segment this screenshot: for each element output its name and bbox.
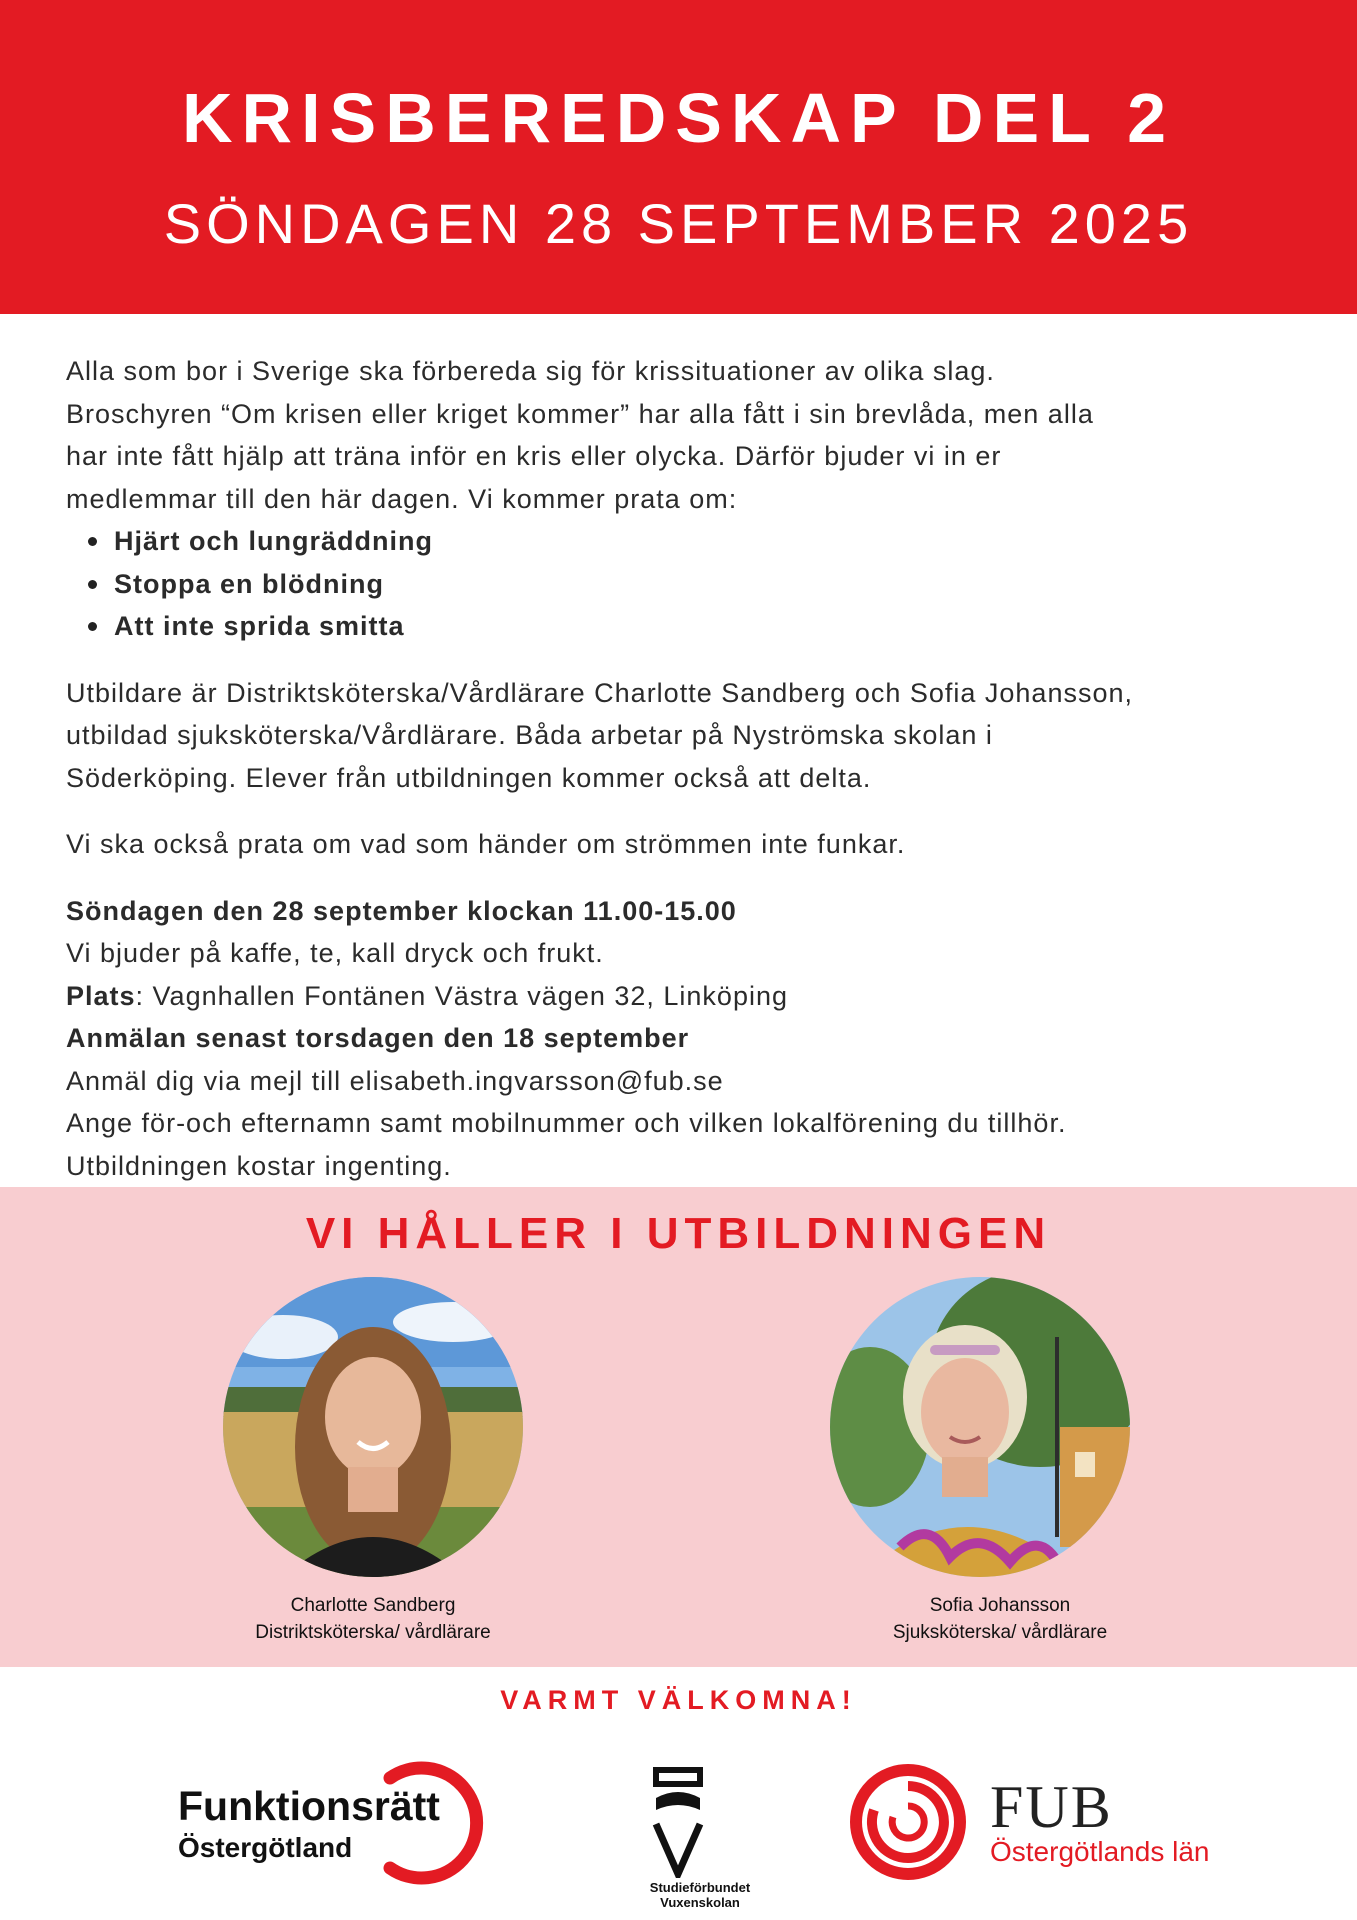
trainer-name: Charlotte Sandberg bbox=[290, 1595, 456, 1616]
educators-line: Utbildare är Distriktsköterska/Vårdlärare Charlotte Sandberg och Sofia Johansson, bbox=[66, 677, 1133, 708]
fub-logo-region: Östergötlands län bbox=[990, 1836, 1210, 1867]
fub-logo-name: FUB bbox=[990, 1774, 1113, 1840]
intro-line: Alla som bor i Sverige ska förbereda sig för krissituationer av olika slag. bbox=[66, 356, 995, 386]
educators-line: Söderköping. Elever från utbildningen kommer också att delta. bbox=[66, 762, 872, 793]
funktionsratt-logo-name: Funktionsrätt bbox=[178, 1783, 440, 1829]
trainer-caption-sofia bbox=[790, 1592, 1210, 1646]
page-subtitle: SÖNDAGEN 28 SEPTEMBER 2025 bbox=[163, 192, 1194, 255]
signup-email[interactable]: Anmäl dig via mejl till elisabeth.ingvarsson@fub.se bbox=[66, 1065, 724, 1096]
funktionsratt-logo-region: Östergötland bbox=[178, 1832, 353, 1863]
educators-line: utbildad sjuksköterska/Vårdlärare. Båda arbetar på Nyströmska skolan i bbox=[66, 720, 993, 750]
studieforbundet-logo-name bbox=[600, 1880, 800, 1910]
place-label: Plats bbox=[66, 980, 136, 1011]
header-banner bbox=[0, 0, 1357, 314]
place-value: : Vagnhallen Fontänen Västra vägen 32, Linköping bbox=[135, 980, 788, 1011]
signup-info: Ange för-och efternamn samt mobilnummer och vilken lokalförening du tillhör. bbox=[66, 1108, 1067, 1138]
topic-item: Hjärt och lungräddning bbox=[88, 520, 1306, 563]
welcome-text: VARMT VÄLKOMNA! bbox=[500, 1685, 857, 1715]
trainers-title: VI HÅLLER I UTBILDNINGEN bbox=[305, 1209, 1052, 1258]
intro-line: medlemmar till den här dagen. Vi kommer prata om: bbox=[66, 483, 738, 514]
refreshments: Vi bjuder på kaffe, te, kall dryck och frukt. bbox=[66, 938, 604, 968]
topic-list bbox=[66, 520, 1306, 648]
topic-item: Stoppa en blödning bbox=[88, 563, 1306, 606]
studieforbundet-line1: Studieförbundet bbox=[649, 1880, 751, 1895]
trainer-photo-charlotte bbox=[223, 1277, 523, 1577]
signup-deadline: Anmälan senast torsdagen den 18 september bbox=[66, 1023, 690, 1053]
trainer-photo-sofia bbox=[830, 1277, 1130, 1577]
studieforbundet-logo-mark bbox=[648, 1762, 708, 1878]
trainer-name: Sofia Johansson bbox=[929, 1595, 1071, 1616]
intro-line: Broschyren “Om krisen eller kriget kommer” har alla fått i sin brevlåda, men alla bbox=[66, 398, 1094, 429]
event-time: Söndagen den 28 september klockan 11.00-15.00 bbox=[66, 895, 737, 926]
trainer-role: Distriktsköterska/ vårdlärare bbox=[255, 1622, 491, 1643]
trainers-section bbox=[0, 1187, 1357, 1667]
trainer-role: Sjuksköterska/ vårdlärare bbox=[892, 1622, 1108, 1643]
event-place bbox=[66, 975, 1306, 1018]
topic-item: Att inte sprida smitta bbox=[88, 605, 1306, 648]
body-text bbox=[66, 350, 1306, 1187]
power-note: Vi ska också prata om vad som händer om strömmen inte funkar. bbox=[66, 829, 906, 859]
intro-line: har inte fått hjälp att träna inför en kris eller olycka. Därför bjuder vi in er bbox=[66, 441, 1002, 471]
fub-logo-rings bbox=[848, 1762, 968, 1882]
page-title: KRISBEREDSKAP DEL 2 bbox=[181, 79, 1176, 157]
trainer-caption-charlotte bbox=[163, 1592, 583, 1646]
studieforbundet-line2: Vuxenskolan bbox=[660, 1895, 740, 1910]
cost-note: Utbildningen kostar ingenting. bbox=[66, 1150, 452, 1181]
